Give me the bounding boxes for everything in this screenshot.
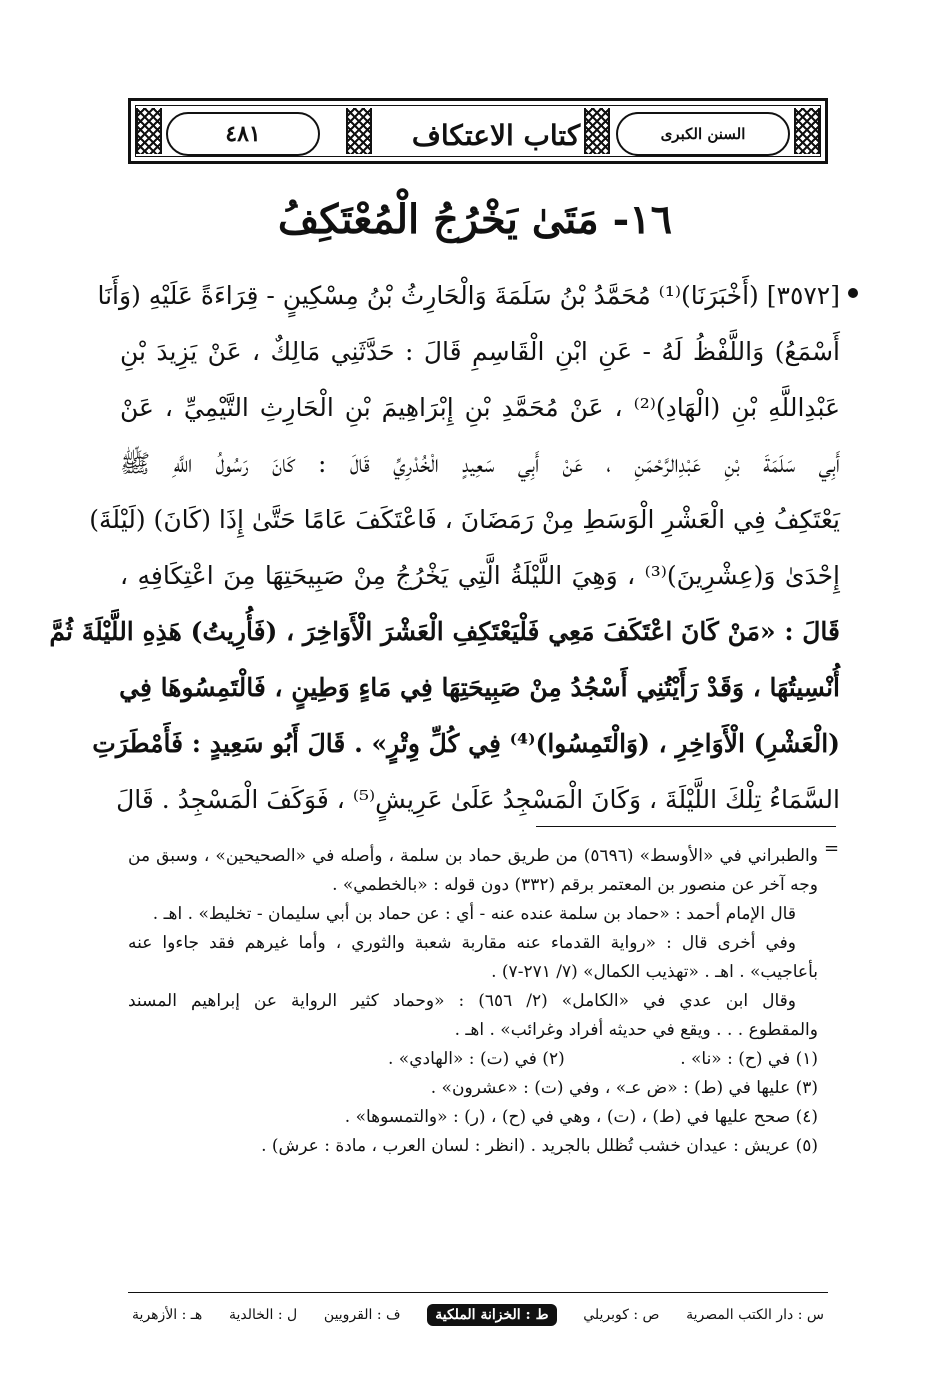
line-4: أَبِي سَلَمَةَ بْنِ عَبْدِالرَّحْمَنِ ، عَنْ أَبِي سَعِيدٍ الْخُدْرِيِّ قَالَ : كَانَ رَسُولُ اللَّهِ ﷺ bbox=[120, 449, 840, 478]
text-line bbox=[97, 268, 840, 324]
line-9: (الْعَشْرِ) الْأَوَاخِرِ ، (وَالْتَمِسُوا)⁽⁴⁾ فِي كُلِّ وِتْرٍ» . قَالَ أَبُو سَعِيدٍ : فَأَمْطَرَتِ bbox=[92, 729, 840, 758]
manuscript-sigla bbox=[132, 1300, 824, 1330]
ornament-right bbox=[794, 108, 820, 154]
siglum-l: ل : الخالدية bbox=[228, 1307, 298, 1323]
footnote-line: والطبراني في «الأوسط» (٥٦٩٦) من طريق حماد بن سلمة ، وأصله في «الصحيحين» ، وسبق من bbox=[128, 846, 818, 866]
header-frame bbox=[135, 105, 821, 157]
text-line bbox=[120, 324, 840, 380]
variant-note-1: (١) في (ح) : «نا» . bbox=[680, 1049, 818, 1069]
text-line bbox=[92, 716, 840, 772]
variant-note-5: (٥) عريش : عيدان خشب تُظلل بالجريد . (انظر : لسان العرب ، مادة : عرش) . bbox=[261, 1136, 818, 1156]
footnote-line: وجه آخر عن منصور بن المعتمر برقم (٣٣٢) دون قوله : «بالخطمي» . bbox=[332, 875, 818, 895]
text-line bbox=[49, 604, 840, 660]
text-line bbox=[120, 436, 840, 492]
line-1: [٣٥٧٢] (أَخْبَرَنَا)⁽¹⁾ مُحَمَّدُ بْنُ سَلَمَةَ وَالْحَارِثُ بْنُ مِسْكِينٍ - قِرَاءَةً عَلَيْهِ (وَأَنَا bbox=[97, 281, 840, 310]
line-3: عَبْدِاللَّهِ بْنِ (الْهَادِ)⁽²⁾ ، عَنْ مُحَمَّدِ بْنِ إِبْرَاهِيمَ بْنِ الْحَارِثِ التَّيْمِيِّ ، عَنْ bbox=[120, 393, 840, 422]
variant-note-3: (٣) عليها في (ط) : «ض عـ» ، وفي (ت) : «عشرون» . bbox=[430, 1078, 818, 1098]
book-logo bbox=[616, 112, 790, 156]
text-line bbox=[120, 380, 840, 436]
footnote-line: بأعاجيب» . اهـ . «تهذيب الكمال» (٧/ ٢٧١-٧) . bbox=[491, 962, 818, 982]
text-line bbox=[116, 772, 840, 828]
hadith-text bbox=[49, 268, 840, 828]
logo-text: السنن الكبرى bbox=[660, 125, 746, 143]
siglum-h: هـ : الأزهرية bbox=[132, 1307, 203, 1323]
text-line bbox=[89, 492, 840, 548]
siglum-f: ف : القرويين bbox=[323, 1307, 401, 1323]
bottom-rule bbox=[128, 1292, 828, 1293]
ornament-left-inner bbox=[346, 108, 372, 154]
line-2: أَسْمَعُ) وَاللَّفْظُ لَهُ - عَنِ ابْنِ الْقَاسِمِ قَالَ : حَدَّثَنِي مَالِكٌ ، عَنْ يَزِيدَ بْنِ bbox=[120, 337, 840, 366]
chapter-title: ١٦- مَتَىٰ يَخْرُجُ الْمُعْتَكِفُ bbox=[277, 196, 673, 243]
variant-notes-row bbox=[128, 1045, 818, 1074]
line-5: يَعْتَكِفُ فِي الْعَشْرِ الْوَسَطِ مِنْ رَمَضَانَ ، فَاعْتَكَفَ عَامًا حَتَّىٰ إِذَا (كَانَ) (لَيْلَةَ) bbox=[89, 505, 840, 534]
line-8: أُنْسِيتُهَا ، وَقَدْ رَأَيْتُنِي أَسْجُدُ مِنْ صَبِيحَتِهَا فِي مَاءٍ وَطِينٍ ، فَالْتَمِسُوهَا فِي bbox=[119, 673, 840, 702]
variant-note-4: (٤) صحح عليها في (ط) ، (ت) ، وهي في (ح) ، (ر) : «والتمسوها» . bbox=[344, 1107, 818, 1127]
siglum-s: س : دار الكتب المصرية bbox=[686, 1307, 824, 1323]
footnote-line: قال الإمام أحمد : «حماد بن سلمة عنده عنه - أي : عن حماد بن أبي سليمان - تخليط» . اهـ . bbox=[152, 904, 796, 924]
line-6: إِحْدَىٰ وَ(عِشْرِينَ)⁽³⁾ ، وَهِيَ اللَّيْلَةُ الَّتِي يَخْرُجُ مِنْ صَبِيحَتِهَا مِنَ اعْتِكَافِهِ ، bbox=[120, 561, 840, 590]
footnote-line: والمقطوع . . . ويقع في حديثه أفراد وغرائب» . اهـ . bbox=[454, 1020, 818, 1040]
ornament-left bbox=[136, 108, 162, 154]
line-7: قَالَ : «مَنْ كَانَ اعْتَكَفَ مَعِي فَلْيَعْتَكِفِ الْعَشْرَ الْأَوَاخِرَ ، (فَأُرِيتُ) هَذِهِ اللَّيْلَةَ ثُمَّ bbox=[49, 617, 840, 646]
page-number-cartouche bbox=[166, 112, 320, 156]
hadith-bullet bbox=[848, 288, 858, 298]
continuation-mark: = bbox=[824, 838, 840, 859]
running-title: كتاب الاعتكاف bbox=[411, 118, 581, 152]
footnote-line: وقال ابن عدي في «الكامل» (٢/ ٦٥٦) : «وحماد كثير الرواية عن إبراهيم المسند bbox=[128, 991, 796, 1011]
siglum-t-highlighted: ط : الخزانة الملكية bbox=[427, 1304, 556, 1326]
variant-note-2: (٢) في (ت) : «الهادي» . bbox=[388, 1049, 565, 1069]
footnote-separator bbox=[536, 826, 836, 827]
page-header bbox=[128, 98, 828, 164]
text-line bbox=[120, 548, 840, 604]
page-number: ٤٨١ bbox=[225, 121, 261, 147]
footnote-line: وفي أخرى قال : «رواية القدماء عنه مقاربة شعبة والثوري ، وأما غيرهم فقد جاءوا عنه bbox=[128, 933, 796, 953]
text-line bbox=[120, 660, 840, 716]
footnotes bbox=[128, 842, 818, 1161]
line-10: السَّمَاءُ تِلْكَ اللَّيْلَةَ ، وَكَانَ الْمَسْجِدُ عَلَىٰ عَرِيشٍ⁽⁵⁾ ، فَوَكَفَ الْمَسْجِدُ . قَالَ bbox=[116, 785, 840, 814]
siglum-sad: ص : كوبريلي bbox=[583, 1307, 660, 1323]
